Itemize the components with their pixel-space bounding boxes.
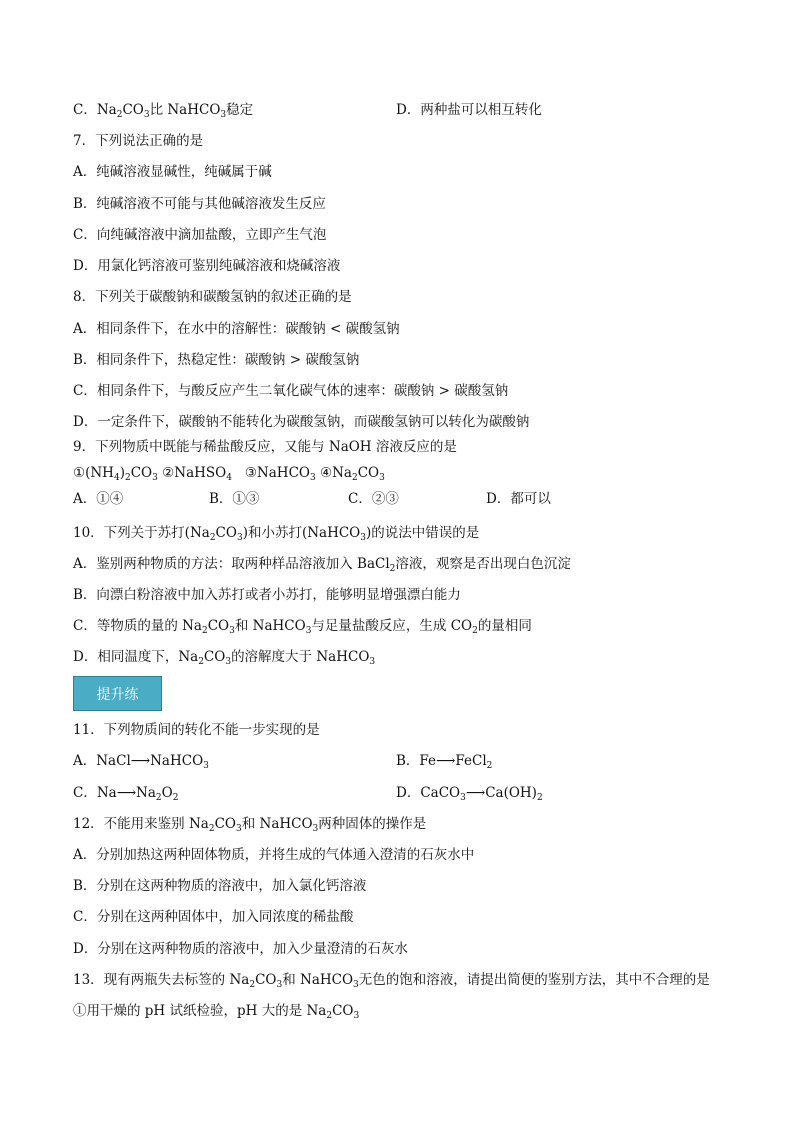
q11-stem: 11．下列物质间的转化不能一步实现的是 [73, 722, 320, 738]
q11-option-a: A．NaCl⟶NaHCO$_3$ [73, 753, 209, 771]
q9-option-a: A．①④ [73, 491, 124, 507]
q11-option-c: C．$Na⟶Na_2O_2$ [73, 785, 179, 803]
q10-option-d: D．相同温度下，$Na_2CO_3$的溶解度大于 NaHCO$_3$ [73, 649, 376, 667]
q12-option-b: B．分别在这两种物质的溶液中，加入氯化钙溶液 [73, 878, 367, 894]
q7-option-b: B．纯碱溶液不可能与其他碱溶液发生反应 [73, 196, 326, 212]
q9-option-c: C．②③ [348, 491, 399, 507]
q7-option-a: A．纯碱溶液显碱性，纯碱属于碱 [73, 164, 272, 180]
q10-option-c: C．等物质的量的 $Na_2CO_3$和 NaHCO$_3$与足量盐酸反应，生成 $CO_2$的量相同 [73, 618, 532, 636]
section-badge-advanced-practice: 提升练 [73, 676, 162, 711]
q7-option-c: C．向纯碱溶液中滴加盐酸，立即产生气泡 [73, 227, 327, 243]
q9-stem: 9．下列物质中既能与稀盐酸反应，又能与 NaOH 溶液反应的是 [73, 439, 457, 455]
q13-item-1: ①用干燥的 pH 试纸检验，pH 大的是 $Na_2CO_3$ [73, 1003, 360, 1021]
q12-option-a: A．分别加热这两种固体物质，并将生成的气体通入澄清的石灰水中 [73, 847, 475, 863]
q6-option-d: D．两种盐可以相互转化 [396, 102, 542, 118]
q11-option-b: B．Fe⟶FeCl$_2$ [396, 753, 493, 771]
q13-stem: 13．现有两瓶失去标签的 $Na_2CO_3$和 NaHCO$_3$无色的饱和溶液，请提出简便的鉴别方法，其中不合理的是 [73, 972, 710, 990]
q7-stem: 7．下列说法正确的是 [73, 133, 204, 149]
q11-option-d: D．$CaCO_3⟶Ca(OH)_2$ [396, 785, 543, 803]
q9-option-d: D．都可以 [486, 491, 551, 507]
q9-option-b: B．①③ [209, 491, 260, 507]
q12-option-c: C．分别在这两种固体中，加入同浓度的稀盐酸 [73, 909, 354, 925]
q6-option-c: C．$Na_2CO_3$比 NaHCO$_3$稳定 [73, 102, 254, 120]
q10-option-b: B．向漂白粉溶液中加入苏打或者小苏打，能够明显增强漂白能力 [73, 587, 461, 603]
q7-option-d: D．用氯化钙溶液可鉴别纯碱溶液和烧碱溶液 [73, 258, 341, 274]
q9-items: $①(NH_4)_2CO_3$ ②NaHSO$_4$ ③NaHCO$_3$ $④Na_2CO_3$ [73, 465, 385, 483]
q8-option-c: C．相同条件下，与酸反应产生二氧化碳气体的速率：碳酸钠 > 碳酸氢钠 [73, 383, 509, 399]
q10-stem: 10．下列关于苏打$(Na_2CO_3)$和小苏打(NaHCO$_3$)的说法中错误的是 [73, 525, 480, 543]
q8-option-b: B．相同条件下，热稳定性：碳酸钠 > 碳酸氢钠 [73, 352, 360, 368]
q12-stem: 12．不能用来鉴别 $Na_2CO_3$和 NaHCO$_3$两种固体的操作是 [73, 816, 427, 834]
q12-option-d: D．分别在这两种物质的溶液中，加入少量澄清的石灰水 [73, 941, 408, 957]
q10-option-a: A．鉴别两种物质的方法：取两种样品溶液加入 BaCl$_2$溶液，观察是否出现白色沉淀 [73, 556, 571, 574]
q8-option-d: D．一定条件下，碳酸钠不能转化为碳酸氢钠，而碳酸氢钠可以转化为碳酸钠 [73, 414, 530, 430]
q8-option-a: A．相同条件下，在水中的溶解性：碳酸钠 < 碳酸氢钠 [73, 321, 400, 337]
q8-stem: 8．下列关于碳酸钠和碳酸氢钠的叙述正确的是 [73, 289, 352, 305]
